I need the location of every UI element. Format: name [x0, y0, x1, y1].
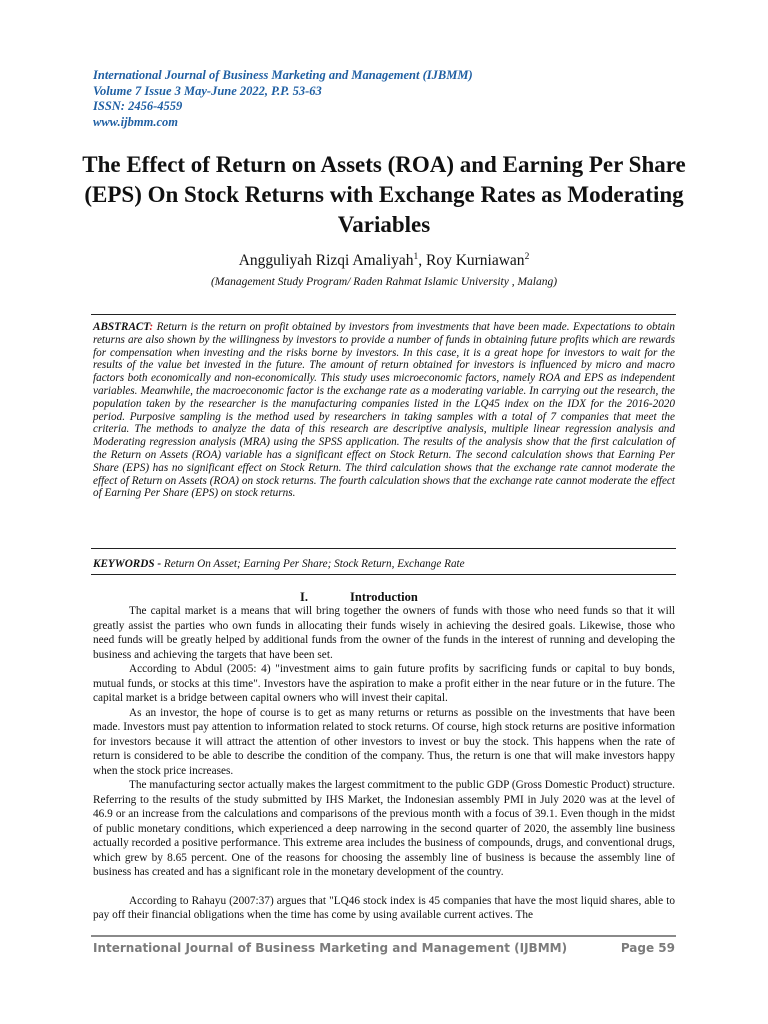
page-number: Page 59 — [620, 941, 675, 955]
journal-volume: Volume 7 Issue 3 May-June 2022, P.P. 53-63 — [93, 83, 322, 98]
section-title: Introduction — [350, 590, 418, 604]
author-list: Angguliyah Rizqi Amaliyah$^1$, Roy Kurniawan$^2$ — [238, 252, 530, 270]
introduction-body — [93, 604, 675, 923]
abstract-text: Return is the return on profit obtained by investors from investments that have been made. Expectations to obtain returns are also shown by the willingness by investors to provide a number of funds in obtaining future profits which are rewards for compensation when investing and the risks borne by investors. In this case, it is a great hope for investors to wait for the results of the value bet invested in the future. The amount of return obtained for investors is influenced by micro and macro factors both economically and non-economically. This study uses microeconomic factors, namely ROA and EPS as independent variables. Meanwhile, the macroeconomic factor is the exchange rate as a moderating variable. In carrying out the research, the population taken by the researcher is the manufacturing companies listed in the LQ45 index on the IDX for the 2016-2020 period. Purposive sampling is the method used by researchers in taking samples with a total of 7 companies that meet the criteria. The methods to analyze the data of this research are descriptive analysis, multiple linear regression analysis and Moderating regression analysis (MRA) using the SPSS application. The results of the analysis show that the first calculation of the Return on Assets (ROA) variable has a significant effect on Stock Return. The second calculation shows that Earning Per Share (EPS) has no significant effect on Stock Return. The third calculation shows that the exchange rate cannot moderate the effect of Return on Assets (ROA) on stock returns. The fourth calculation shows that the exchange rate cannot moderate the effect of Earning Per Share (EPS) on stock returns. — [93, 321, 675, 500]
abstract-colon: : — [149, 321, 154, 333]
keywords-label: KEYWORDS - — [93, 558, 162, 570]
journal-website: www.ijbmm.com — [93, 114, 178, 129]
section-heading — [300, 590, 418, 605]
keywords-text: Return On Asset; Earning Per Share; Stock Return, Exchange Rate — [163, 558, 465, 570]
journal-issn: ISSN: 2456-4559 — [93, 99, 183, 113]
footer-journal: International Journal of Business Marketing and Management (IJBMM) — [93, 941, 568, 955]
paragraph: As an investor, the hope of course is to get as many returns or returns as possible on the investments that have been made. Investors must pay attention to information related to stock returns. Of course, high stock returns are positive information for investors because it will attract the attention of other investors to invest or buy the stock. This happens when the rate of return is considered to be able to describe the condition of the company. Thus, the return is one that will make investors happy when the stock price increases. — [93, 706, 675, 777]
section-number: I. — [300, 590, 308, 604]
paragraph: According to Abdul (2005: 4) "investment aims to gain future profits by sacrificing funds or capital to buy bonds, mutual funds, or stocks at this time". Investors have the aspiration to make a profit either in the near future or in the future. The capital market is a bridge between capital owners who will invest their capital. — [93, 663, 675, 704]
paragraph: According to Rahayu (2007:37) argues that "LQ46 stock index is 45 companies that have the most liquid shares, able to pay off their financial obligations when the time has come by using available current actives. The — [93, 894, 675, 921]
paragraph: The manufacturing sector actually makes the largest commitment to the public GDP (Gross Domestic Product) structure. Referring to the results of the study submitted by IHS Market, the Indonesian assembly PMI in July 2020 was at the level of 46.9 or an increase from the calculations and comparisons of the previous month with a focus of 39.1. Even though in the midst of public monetary conditions, which experienced a deep narrowing in the second quarter of 2020, the assembly line business actually recorded a positive performance. This extreme area includes the business of compounds, drugs, and conventional drugs, which grew by 8.65 percent. One of the reasons for choosing the assembly line of business is because the assembly line of business has created and has a significant role in the monetary development of the country. — [93, 779, 675, 878]
keywords-rule — [91, 574, 676, 575]
paragraph: The capital market is a means that will bring together the owners of funds with those who need funds so that it will greatly assist the parties who own funds in allocating their funds wisely in achieving the desired goals. Likewise, those who need funds will be greatly helped by additional funds from the owner of the funds in the interest of running and developing the business and achieving the targets that have been set. — [93, 605, 675, 661]
abstract-bottom-rule — [91, 548, 676, 549]
footer-rule — [91, 935, 676, 937]
author-affiliation-mark: 2 — [524, 252, 530, 262]
journal-name: International Journal of Business Marketing and Management (IJBMM) — [93, 68, 473, 82]
affiliation: (Management Study Program/ Raden Rahmat Islamic University , Malang) — [210, 276, 558, 288]
author-affiliation-mark: 1 — [413, 252, 419, 262]
abstract-label: ABSTRACT — [93, 321, 150, 333]
journal-header — [93, 68, 693, 130]
author-name: Roy Kurniawan — [425, 252, 525, 270]
author-name: Angguliyah Rizqi Amaliyah — [238, 252, 414, 270]
keywords — [93, 558, 675, 570]
abstract-top-rule — [91, 314, 676, 315]
paper-title: The Effect of Return on Assets (ROA) and Earning Per Share (EPS) On Stock Returns with Exchange Rates as Moderating Variables — [82, 152, 686, 237]
abstract — [93, 321, 675, 500]
